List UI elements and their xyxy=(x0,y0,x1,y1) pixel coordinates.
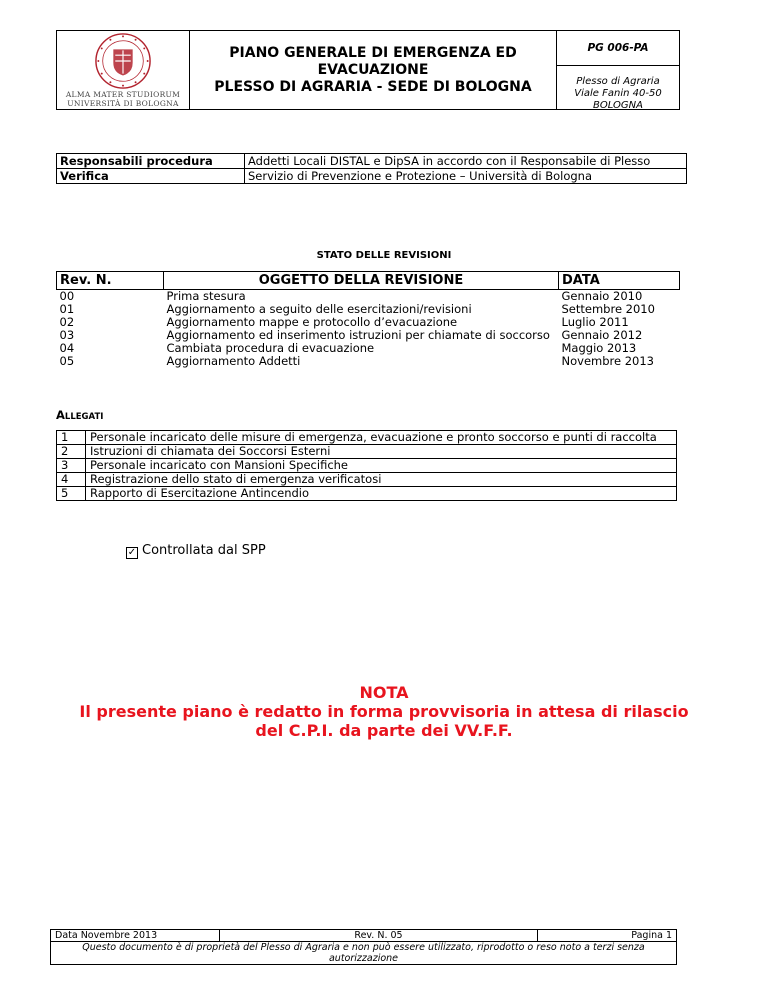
attachment-number: 1 xyxy=(57,431,86,445)
footer-rev: Rev. N. 05 xyxy=(220,930,538,942)
rev-number: 00 xyxy=(59,289,75,303)
attachment-text: Personale incaricato delle misure di emergenza, evacuazione e pronto soccorso e punti di raccolta xyxy=(86,431,677,445)
responsibility-label: Responsabili procedura xyxy=(57,154,245,169)
table-row xyxy=(57,169,687,184)
document-title xyxy=(190,31,557,109)
attachment-number: 2 xyxy=(57,445,86,459)
rev-number: 02 xyxy=(59,315,75,329)
attachment-text: Personale incaricato con Mansioni Specifiche xyxy=(86,459,677,473)
attachment-text: Rapporto di Esercitazione Antincendio xyxy=(86,487,677,501)
checkbox-checked-icon: ✓ xyxy=(127,547,137,558)
responsibilities-table xyxy=(56,153,687,184)
attachment-text: Istruzioni di chiamata dei Soccorsi Esterni xyxy=(86,445,677,459)
attachment-number: 4 xyxy=(57,473,86,487)
rev-date: Settembre 2010 xyxy=(561,302,655,316)
rev-number: 03 xyxy=(59,328,75,342)
note-line-2: del C.P.I. da parte dei VV.F.F. xyxy=(255,721,513,740)
attachments-title-initial: A xyxy=(56,408,65,422)
footer-page: Pagina 1 xyxy=(538,930,677,942)
rev-date: Maggio 2013 xyxy=(561,341,637,355)
address-line-1: Plesso di Agraria xyxy=(576,76,660,87)
revisions-table xyxy=(56,271,680,368)
university-logo xyxy=(57,31,190,109)
revisions-title: STATO DELLE REVISIONI xyxy=(316,250,452,261)
rev-number: 01 xyxy=(59,302,75,316)
title-line-1: PIANO GENERALE DI EMERGENZA ED xyxy=(229,44,517,61)
note-line-1: Il presente piano è redatto in forma provvisoria in attesa di rilascio xyxy=(79,702,689,721)
table-row xyxy=(57,154,687,169)
spp-check-label: Controllata dal SPP xyxy=(142,543,266,558)
footer-date: Data Novembre 2013 xyxy=(51,930,220,942)
attachment-text: Registrazione dello stato di emergenza verificatosi xyxy=(86,473,677,487)
rev-subject: Aggiornamento ed inserimento istruzioni per chiamate di soccorso xyxy=(166,328,550,342)
table-row xyxy=(57,445,677,459)
table-row xyxy=(51,942,677,965)
table-row xyxy=(51,930,677,942)
document-header xyxy=(56,30,680,110)
footer-notice: Questo documento è di proprietà del Plesso di Agraria e non può essere utilizzato, riprodotto o reso noto a terzi senza autorizzazione xyxy=(51,942,677,965)
attachments-table xyxy=(56,430,677,501)
document-footer xyxy=(50,929,677,965)
rev-subject: Prima stesura xyxy=(166,289,246,303)
header-info xyxy=(557,31,679,109)
address-line-3: BOLOGNA xyxy=(593,100,643,111)
address-line-2: Viale Fanin 40-50 xyxy=(574,88,662,99)
table-header-row xyxy=(57,272,680,290)
note-title: NOTA xyxy=(359,683,409,702)
header-divider xyxy=(557,65,679,66)
table-row xyxy=(57,355,680,368)
col-rev-header: Rev. N. xyxy=(57,272,164,290)
logo-line-2: UNIVERSITÀ DI BOLOGNA xyxy=(67,99,179,108)
rev-subject: Aggiornamento Addetti xyxy=(166,354,301,368)
rev-subject: Aggiornamento mappe e protocollo d’evacuazione xyxy=(166,315,458,329)
responsibility-label: Verifica xyxy=(57,169,245,184)
col-subject-header: OGGETTO DELLA REVISIONE xyxy=(164,272,559,290)
logo-line-1: ALMA MATER STUDIORUM xyxy=(65,90,181,99)
rev-number: 04 xyxy=(59,341,75,355)
rev-subject: Cambiata procedura di evacuazione xyxy=(166,341,375,355)
responsibility-value: Servizio di Prevenzione e Protezione – Università di Bologna xyxy=(245,169,687,184)
table-row xyxy=(57,290,680,304)
title-line-2: EVACUAZIONE xyxy=(317,61,429,78)
table-row xyxy=(57,431,677,445)
university-seal-icon xyxy=(94,32,152,90)
rev-number: 05 xyxy=(59,354,75,368)
rev-date: Luglio 2011 xyxy=(561,315,629,329)
table-row xyxy=(57,459,677,473)
attachments-title-rest: LLEGATI xyxy=(64,412,104,422)
responsibility-value: Addetti Locali DISTAL e DipSA in accordo con il Responsabile di Plesso xyxy=(245,154,687,169)
rev-date: Gennaio 2010 xyxy=(561,289,643,303)
title-line-3: PLESSO DI AGRARIA - SEDE DI BOLOGNA xyxy=(214,78,532,95)
note-block xyxy=(0,683,768,740)
table-row xyxy=(57,473,677,487)
attachments-title xyxy=(56,408,103,422)
attachment-number: 3 xyxy=(57,459,86,473)
rev-subject: Aggiornamento a seguito delle esercitazioni/revisioni xyxy=(166,302,472,316)
rev-date: Gennaio 2012 xyxy=(561,328,643,342)
spp-check xyxy=(126,543,266,558)
document-code: PG 006-PA xyxy=(587,42,649,54)
col-date-header: DATA xyxy=(559,272,680,290)
attachment-number: 5 xyxy=(57,487,86,501)
table-row xyxy=(57,487,677,501)
rev-date: Novembre 2013 xyxy=(561,354,654,368)
